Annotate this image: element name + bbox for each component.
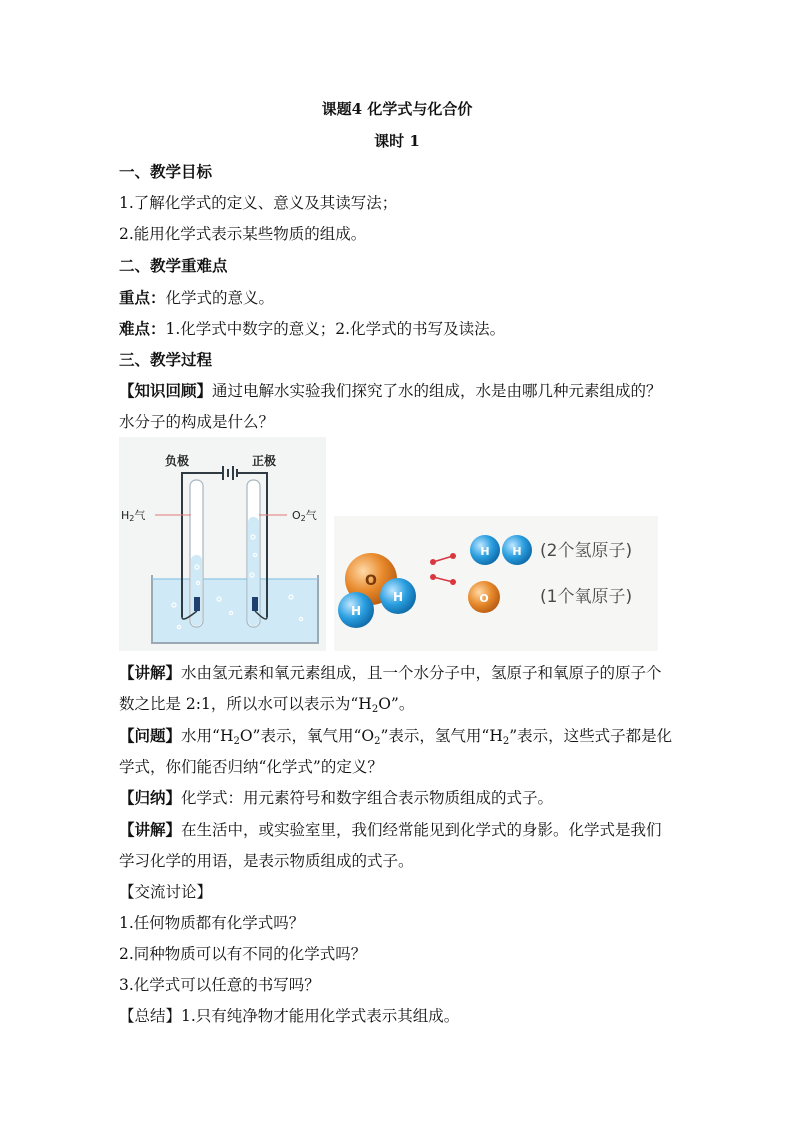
review-text: 通过电解水实验我们探究了水的组成，水是由哪几种元素组成的？ <box>212 382 662 400</box>
summary-tag: 【归纳】 <box>119 788 182 807</box>
section-heading-key-points: 二、教学重难点 <box>119 256 228 275</box>
conclude-line <box>119 1004 459 1026</box>
hydrogen-symbol: H <box>480 545 490 558</box>
document-title: 课题4 化学式与化合价 <box>321 100 473 118</box>
explain-2-line-1 <box>119 818 662 840</box>
hydrogen-count-label: (2个氢原子) <box>540 541 633 561</box>
explain-1-text-part: O”。 <box>378 695 415 713</box>
question-text-part: ”表示，氢气用“H <box>380 727 503 745</box>
conclude-tag: 【总结】 <box>119 1007 182 1025</box>
difficult-point-label: 难点： <box>119 319 166 338</box>
review-line-2: 水分子的构成是什么？ <box>119 413 275 431</box>
oxygen-symbol: O <box>479 592 489 605</box>
water <box>152 579 318 643</box>
hydrogen-symbol: H <box>512 545 522 558</box>
discuss-tag: 【交流讨论】 <box>119 883 213 901</box>
question-line-2: 学式，你们能否归纳“化学式”的定义？ <box>119 758 383 776</box>
left-electrode <box>194 597 200 611</box>
explain-1-line-1 <box>119 661 662 683</box>
discuss-question-2: 2.同种物质可以有不同的化学式吗？ <box>119 945 367 963</box>
difficult-point-text: 1.化学式中数字的意义；2.化学式的书写及读法。 <box>165 320 506 338</box>
subscript: 2 <box>233 736 240 747</box>
subscript: 2 <box>374 736 381 747</box>
oxygen-count-label: (1个氧原子) <box>540 587 633 607</box>
subscript: 2 <box>502 736 510 747</box>
section-heading-objectives: 一、教学目标 <box>119 162 213 181</box>
h2-label: H2气 <box>121 509 146 523</box>
question-tag: 【问题】 <box>119 726 182 745</box>
right-electrode <box>252 597 258 611</box>
difficult-point-line <box>119 317 505 339</box>
discuss-question-1: 1.任何物质都有化学式吗？ <box>119 914 305 932</box>
question-text-part: ”表示，这些式子都是化 <box>509 727 673 745</box>
o2-label: O2气 <box>292 509 317 523</box>
section-heading-process: 三、教学过程 <box>119 350 213 369</box>
explain-2-text: 在生活中，或实验室里，我们经常能见到化学式的身影。化学式是我们 <box>181 821 662 839</box>
oxygen-symbol: O <box>365 573 377 589</box>
summary-text: 化学式：用元素符号和数字组合表示物质组成的式子。 <box>181 789 554 807</box>
objective-item-2: 2.能用化学式表示某些物质的组成。 <box>119 225 367 243</box>
discuss-question-3: 3.化学式可以任意的书写吗？ <box>119 976 320 994</box>
conclude-text: 1.只有纯净物才能用化学式表示其组成。 <box>181 1007 460 1025</box>
summary-line <box>119 786 553 808</box>
objective-item-1: 1.了解化学式的定义、意义及其读写法； <box>119 194 398 212</box>
hydrogen-symbol: H <box>392 590 404 604</box>
explain-1-line-2 <box>119 692 414 714</box>
key-point-text: 化学式的意义。 <box>165 289 275 307</box>
subscript: 2 <box>371 704 379 715</box>
review-line-1 <box>119 379 662 401</box>
review-tag: 【知识回顾】 <box>119 381 213 400</box>
positive-label: 正极 <box>252 454 277 468</box>
key-point-label: 重点： <box>119 288 166 307</box>
explain-1-text-part: 数之比是 2:1，所以水可以表示为“H <box>119 695 372 713</box>
question-line-1 <box>119 724 672 746</box>
electrolysis-figure <box>119 437 326 651</box>
hydrogen-symbol: H <box>350 604 362 618</box>
document-subtitle: 课时 1 <box>374 132 420 150</box>
explain-2-line-2: 学习化学的用语，是表示物质组成的式子。 <box>119 852 414 870</box>
negative-label: 负极 <box>165 454 190 468</box>
water-molecule-figure <box>334 516 658 651</box>
question-text-part: 水用“H <box>181 727 234 745</box>
explain-2-tag: 【讲解】 <box>119 820 182 839</box>
question-text-part: O”表示，氧气用“O <box>239 727 375 745</box>
key-point-line <box>119 286 274 308</box>
explain-1-tag: 【讲解】 <box>119 663 182 682</box>
explain-1-text: 水由氢元素和氧元素组成，且一个水分子中，氢原子和氧原子的原子个 <box>181 664 662 682</box>
